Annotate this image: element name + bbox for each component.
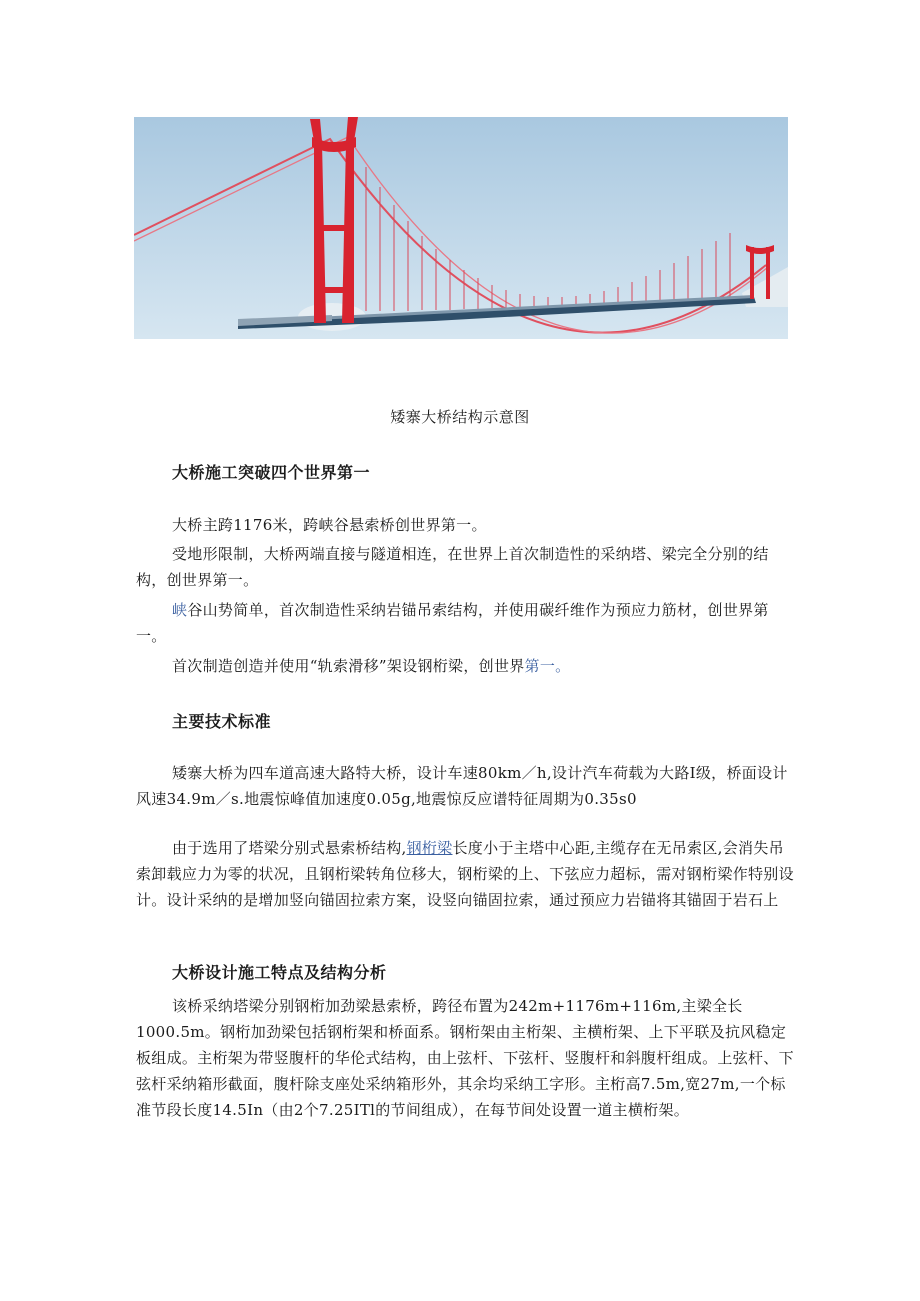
paragraph: 由于选用了塔梁分别式悬索桥结构,钢桁梁长度小于主塔中心距,主缆存在无吊索区,会消失吊索卸载应力为零的状况，且钢桁梁转角位移大，钢桁梁的上、下弦应力超标，需对钢桁梁作特别设计。设计采纳的是增加竖向锚固拉索方案，设竖向锚固拉索，通过预应力岩锚将其锚固于岩石上 [136,839,794,909]
section-heading-design-features: 大桥设计施工特点及结构分析 [172,963,387,982]
section-heading-technical-standards: 主要技术标准 [172,712,272,731]
section-heading-world-firsts: 大桥施工突破四个世界第一 [172,463,371,482]
paragraph: 受地形限制，大桥两端直接与隧道相连，在世界上首次制造性的采纳塔、梁完全分别的结构，创世界第一。 [136,545,769,589]
figure-caption: 矮寨大桥结构示意图 [390,408,530,426]
paragraph: 首次制造创造并使用“轨索滑移”架设钢桁梁，创世界第一。 [172,657,571,675]
paragraph: 峡谷山势简单，首次制造性采纳岩锚吊索结构，并使用碳纤维作为预应力筋材，创世界第一。 [136,601,769,645]
steel-truss-link[interactable]: 钢桁梁 [406,839,453,857]
bridge-illustration [134,117,788,339]
paragraph: 大桥主跨1176米，跨峡谷悬索桥创世界第一。 [172,516,487,534]
paragraph: 矮寨大桥为四车道高速大路特大桥，设计车速80km／h,设计汽车荷载为大路Ⅰ级，桥面设计风速34.9m／s.地震惊峰值加速度0.05g,地震惊反应谱特征周期为0.35s0 [136,764,788,808]
paragraph: 该桥采纳塔梁分别钢桁加劲梁悬索桥，跨径布置为242m+1176m+116m,主梁全长1000.5m。钢桁加劲梁包括钢桁架和桥面系。钢桁架由主桁架、主横桁架、上下平联及抗风稳定板组成。主桁架为带竖腹杆的华伦式结构，由上弦杆、下弦杆、竖腹杆和斜腹杆组成。上弦杆、下弦杆采纳箱形截面，腹杆除支座处采纳箱形外，其余均采纳工字形。主桁高7.5m,宽27m,一个标准节段长度14.5In（由2个7.25ITl的节间组成），在每节间处设置一道主横桁架。 [136,997,794,1119]
